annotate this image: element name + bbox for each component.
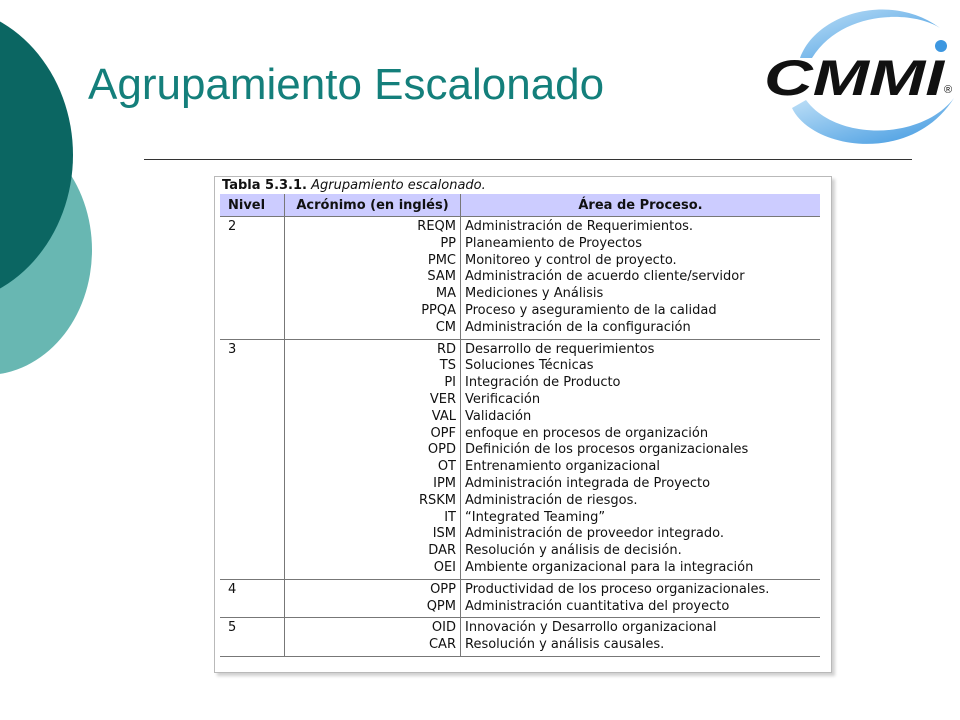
process-area-name: enfoque en procesos de organización [465,425,709,441]
process-area-name: Administración de proveedor integrado. [465,526,724,542]
process-area-name: Soluciones Técnicas [465,358,594,374]
acronym: OPF [430,425,456,441]
process-area-name: Administración de Requerimientos. [465,219,694,234]
process-area-name: Ambiente organizacional para la integración [465,559,754,575]
acronym: RSKM [418,492,456,508]
process-area-name: Validación [465,408,532,424]
table-caption-number: Tabla 5.3.1. [222,178,307,193]
table-caption-text: Agrupamiento escalonado. [311,178,486,193]
process-area-name: Definición de los procesos organizacionales [465,442,749,458]
process-area-name: “Integrated Teaming” [465,509,606,525]
acronym: DAR [428,543,456,559]
acronym: QPM [426,598,456,614]
acronym: OT [437,459,456,475]
level-cell [220,339,285,579]
process-area-name: Administración cuantitativa del proyecto [465,598,730,614]
acronym: MA [435,286,456,302]
table-caption [222,178,486,193]
process-area-name: Verificación [465,391,541,407]
process-area-name: Monitoreo y control de proyecto. [465,252,677,268]
acronym: IPM [433,475,456,491]
process-area-cell [461,339,821,579]
level-cell [220,618,285,657]
process-area-name: Resolución y análisis de decisión. [465,543,682,559]
acronym: PMC [427,252,456,268]
process-area-table [220,194,820,657]
acronym: OEI [433,559,456,575]
process-area-name: Planeamiento de Proyectos [465,235,642,251]
acronym: REQM [417,219,456,234]
acronym: OID [431,620,456,636]
table-group-row [220,339,820,579]
acronym-cell [285,579,461,618]
acronym: PI [444,375,456,391]
process-area-table-card [214,176,832,673]
acronym: RD [436,341,456,357]
acronym: CAR [428,637,456,653]
process-area-name: Administración integrada de Proyecto [465,475,711,491]
logo-wordmark: CMMI [764,50,946,106]
level-value: 4 [228,581,237,597]
process-area-cell [461,217,821,340]
process-area-name: Resolución y análisis causales. [465,637,665,653]
acronym: VER [429,391,456,407]
process-area-cell [461,579,821,618]
level-cell [220,217,285,340]
header-level: Nivel [220,194,285,217]
level-value: 5 [228,620,237,636]
table-group-row [220,618,820,657]
process-area-name: Integración de Producto [465,375,621,391]
process-area-name: Mediciones y Análisis [465,286,604,302]
logo-registered-mark: ® [944,84,953,96]
process-area-name: Administración de la configuración [465,319,691,335]
table-group-row [220,217,820,340]
slide-title: Agrupamiento Escalonado [88,60,605,109]
level-value: 3 [228,341,237,357]
process-area-name: Proceso y aseguramiento de la calidad [465,302,717,318]
cmmi-logo [762,0,960,155]
acronym: SAM [427,269,456,285]
level-cell [220,579,285,618]
process-area-name: Administración de riesgos. [465,492,638,508]
acronym: PPQA [421,302,456,318]
acronym-cell [285,339,461,579]
acronym: ISM [432,526,456,542]
process-area-name: Entrenamiento organizacional [465,459,660,475]
process-area-name: Desarrollo de requerimientos [465,341,655,357]
acronym: IT [444,509,456,525]
title-divider [144,159,912,160]
level-value: 2 [228,219,237,234]
header-process-area: Área de Proceso. [461,194,821,217]
table-header-row [220,194,820,217]
acronym: TS [439,358,456,374]
acronym-cell [285,618,461,657]
acronym: VAL [431,408,456,424]
process-area-cell [461,618,821,657]
process-area-name: Administración de acuerdo cliente/servidor [465,269,745,285]
header-acronym: Acrónimo (en inglés) [285,194,461,217]
process-area-name: Innovación y Desarrollo organizacional [465,620,717,636]
table-group-row [220,579,820,618]
acronym: OPD [427,442,456,458]
process-area-name: Productividad de los proceso organizacionales. [465,581,770,597]
acronym: PP [440,235,456,251]
cmmi-logo-graphic [762,0,960,155]
acronym: CM [435,319,456,335]
acronym: OPP [430,581,456,597]
acronym-cell [285,217,461,340]
